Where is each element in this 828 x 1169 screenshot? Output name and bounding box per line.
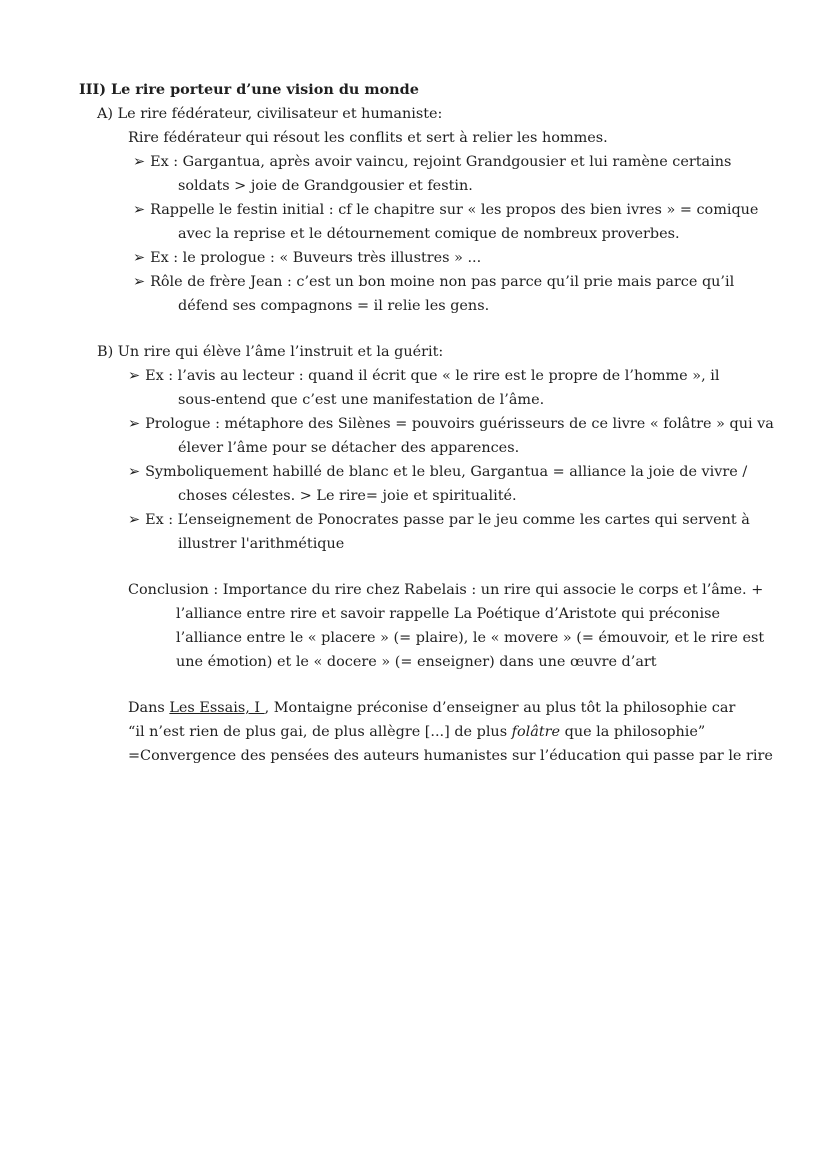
bullet-b2-cont: élever l’âme pour se détacher des apparences. bbox=[178, 440, 520, 456]
conclusion-line-4: une émotion) et le « docere » (= enseigner) dans une œuvre d’art bbox=[176, 654, 657, 670]
arrow-bullet-icon: ➢ bbox=[128, 368, 141, 384]
section-a-intro: Rire fédérateur qui résout les conflits et sert à relier les hommes. bbox=[128, 130, 608, 146]
arrow-bullet-icon: ➢ bbox=[133, 274, 146, 290]
section-a-heading: A) Le rire fédérateur, civilisateur et humaniste: bbox=[97, 106, 443, 122]
bullet-a4-cont: défend ses compagnons = il relie les gens. bbox=[178, 298, 490, 314]
montaigne-line-3: =Convergence des pensées des auteurs humanistes sur l’éducation qui passe par le rire bbox=[128, 748, 773, 764]
arrow-bullet-icon: ➢ bbox=[128, 464, 141, 480]
section-title: III) Le rire porteur d’une vision du monde bbox=[79, 81, 419, 98]
montaigne-line-2: “il n’est rien de plus gai, de plus allègre [...] de plus folâtre que la philosophie” bbox=[128, 724, 706, 740]
arrow-bullet-icon: ➢ bbox=[133, 250, 146, 266]
bullet-a4: ➢ Rôle de frère Jean : c’est un bon moine non pas parce qu’il prie mais parce qu’il bbox=[133, 274, 735, 290]
bullet-a1-cont: soldats > joie de Grandgousier et festin. bbox=[178, 178, 473, 194]
arrow-bullet-icon: ➢ bbox=[133, 202, 146, 218]
bullet-b4-cont: illustrer l'arithmétique bbox=[178, 536, 345, 552]
conclusion-line-3: l’alliance entre le « placere » (= plaire), le « movere » (= émouvoir, et le rire est bbox=[176, 630, 765, 646]
italic-word: folâtre bbox=[511, 724, 561, 740]
bullet-b3-cont: choses célestes. > Le rire= joie et spiritualité. bbox=[178, 488, 517, 504]
arrow-bullet-icon: ➢ bbox=[128, 416, 141, 432]
bullet-b3: ➢ Symboliquement habillé de blanc et le bleu, Gargantua = alliance la joie de vivre / bbox=[128, 464, 748, 480]
arrow-bullet-icon: ➢ bbox=[133, 154, 146, 170]
bullet-b2: ➢ Prologue : métaphore des Silènes = pouvoirs guérisseurs de ce livre « folâtre » qui va bbox=[128, 416, 774, 432]
bullet-a3: ➢ Ex : le prologue : « Buveurs très illustres » ... bbox=[133, 250, 482, 266]
book-title: Les Essais, I bbox=[169, 700, 265, 716]
arrow-bullet-icon: ➢ bbox=[128, 512, 141, 528]
montaigne-line-1: Dans Les Essais, I , Montaigne préconise d’enseigner au plus tôt la philosophie car bbox=[128, 700, 736, 716]
bullet-a2: ➢ Rappelle le festin initial : cf le chapitre sur « les propos des bien ivres » = comique bbox=[133, 202, 759, 218]
conclusion-line-1: Conclusion : Importance du rire chez Rabelais : un rire qui associe le corps et l’âme. + bbox=[128, 582, 764, 598]
section-b-heading: B) Un rire qui élève l’âme l’instruit et la guérit: bbox=[97, 344, 444, 360]
bullet-b4: ➢ Ex : L’enseignement de Ponocrates passe par le jeu comme les cartes qui servent à bbox=[128, 512, 750, 528]
bullet-b1: ➢ Ex : l’avis au lecteur : quand il écrit que « le rire est le propre de l’homme », il bbox=[128, 368, 720, 384]
bullet-a2-cont: avec la reprise et le détournement comique de nombreux proverbes. bbox=[178, 226, 680, 242]
bullet-b1-cont: sous-entend que c’est une manifestation de l’âme. bbox=[178, 392, 545, 408]
conclusion-line-2: l’alliance entre rire et savoir rappelle La Poétique d’Aristote qui préconise bbox=[176, 606, 721, 622]
bullet-a1: ➢ Ex : Gargantua, après avoir vaincu, rejoint Grandgousier et lui ramène certains bbox=[133, 154, 732, 170]
